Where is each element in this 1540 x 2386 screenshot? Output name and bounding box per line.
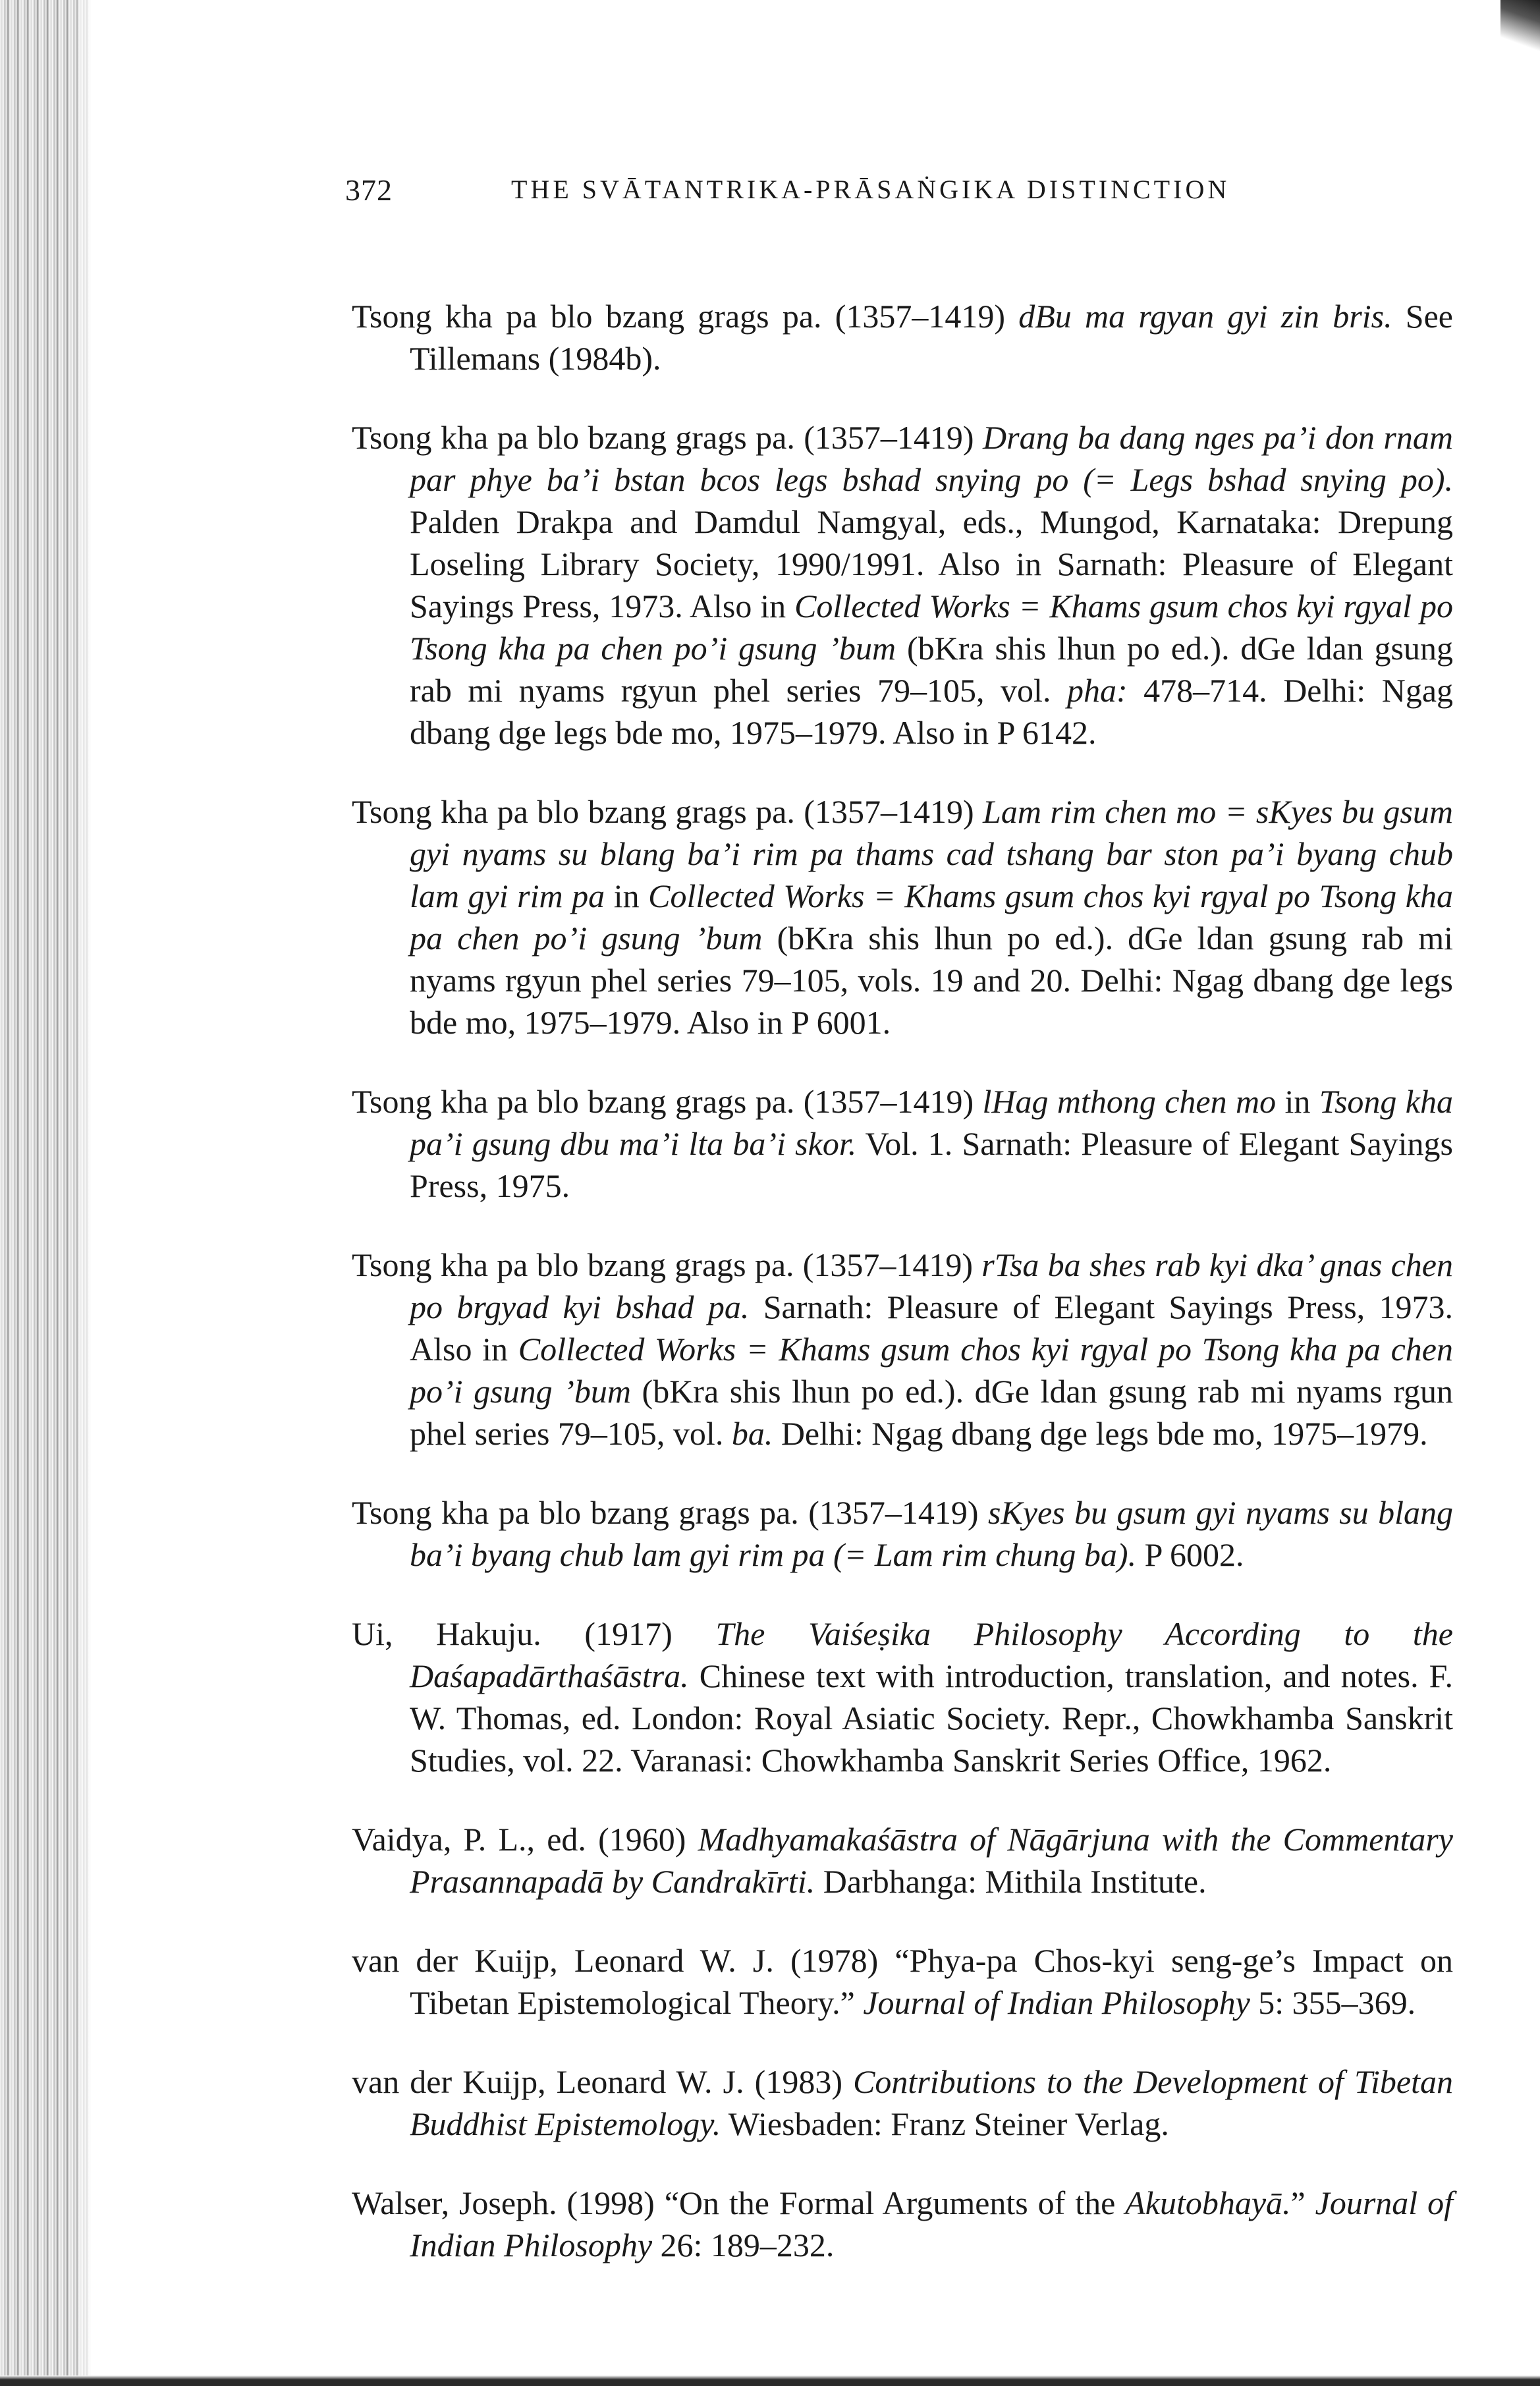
bibliography-entry: Tsong kha pa blo bzang grags pa. (1357–1419) Drang ba dang nges pa’i don rnam par phye ba’i bstan bcos legs bshad snying po (= Legs bshad snying po). Palden Drakpa and Damdul Namgyal, eds., Mungod, Karnataka: Drepung Loseling Library Society, 1990/1991. Also in Sarnath: Pleasure of Elegant Sayings Press, 1973. Also in Collected Works = Khams gsum chos kyi rgyal po Tsong kha pa chen po’i gsung ’bum (bKra shis lhun po ed.). dGe ldan gsung rab mi nyams rgyun phel series 79–105, vol. pha: 478–714. Delhi: Ngag dbang dge legs bde mo, 1975–1979. Also in P 6142. (352, 419, 1454, 751)
bibliography-entry: Tsong kha pa blo bzang grags pa. (1357–1419) rTsa ba shes rab kyi dka’ gnas chen po brgyad kyi bshad pa. Sarnath: Pleasure of Elegant Sayings Press, 1973. Also in Collected Works = Khams gsum chos kyi rgyal po Tsong kha pa chen po’i gsung ’bum (bKra shis lhun po ed.). dGe ldan gsung rab mi nyams rgun phel series 79–105, vol. ba. Delhi: Ngag dbang dge legs bde mo, 1975–1979. (352, 1246, 1453, 1452)
scan-corner-mark (1500, 0, 1540, 59)
bibliography-entry: Ui, Hakuju. (1917) The Vaiśeṣika Philosophy According to the Daśapadārthaśāstra. Chinese text with introduction, translation, and notes. F. W. Thomas, ed. London: Royal Asiatic Society. Repr., Chowkhamba Sanskrit Studies, vol. 22. Varanasi: Chowkhamba Sanskrit Series Office, 1962. (352, 1615, 1453, 1779)
page-header (345, 173, 1452, 212)
running-head: THE SVĀTANTRIKA-PRĀSAṄGIKA DISTINCTION (511, 175, 1230, 204)
bibliography-list (352, 262, 1453, 2303)
bibliography-entry: van der Kuijp, Leonard W. J. (1978) “Phya-pa Chos-kyi seng-ge’s Impact on Tibetan Epistemological Theory.” Journal of Indian Philosophy 5: 355–369. (352, 1942, 1453, 2021)
bibliography-entry: Vaidya, P. L., ed. (1960) Madhyamakaśāstra of Nāgārjuna with the Commentary Prasannapadā by Candrakīrti. Darbhanga: Mithila Institute. (352, 1821, 1453, 1900)
bibliography-entry: Tsong kha pa blo bzang grags pa. (1357–1419) sKyes bu gsum gyi nyams su blang ba’i byang chub lam gyi rim pa (= Lam rim chung ba). P 6002. (352, 1494, 1453, 1573)
bibliography-entry: Tsong kha pa blo bzang grags pa. (1357–1419) Lam rim chen mo = sKyes bu gsum gyi nyams su blang ba’i rim pa thams cad tshang bar ston pa’i byang chub lam gyi rim pa in Collected Works = Khams gsum chos kyi rgyal po Tsong kha pa chen po’i gsung ’bum (bKra shis lhun po ed.). dGe ldan gsung rab mi nyams rgyun phel series 79–105, vols. 19 and 20. Delhi: Ngag dbang dge legs bde mo, 1975–1979. Also in P 6001. (352, 793, 1453, 1041)
bibliography-entry: van der Kuijp, Leonard W. J. (1983) Contributions to the Development of Tibetan Buddhist Epistemology. Wiesbaden: Franz Steiner Verlag. (352, 2063, 1454, 2142)
bibliography-entry: Tsong kha pa blo bzang grags pa. (1357–1419) lHag mthong chen mo in Tsong kha pa’i gsung dbu ma’i lta ba’i skor. Vol. 1. Sarnath: Pleasure of Elegant Sayings Press, 1975. (352, 1083, 1453, 1204)
bibliography-entry: Walser, Joseph. (1998) “On the Formal Arguments of the Akutobhayā.” Journal of Indian Philosophy 26: 189–232. (352, 2184, 1453, 2263)
book-spine-shadow (0, 0, 92, 2386)
scan-bottom-edge (0, 2375, 1540, 2386)
page-number: 372 (345, 173, 393, 207)
bibliography-entry: Tsong kha pa blo bzang grags pa. (1357–1419) dBu ma rgyan gyi zin bris. See Tillemans (1984b). (352, 298, 1453, 377)
